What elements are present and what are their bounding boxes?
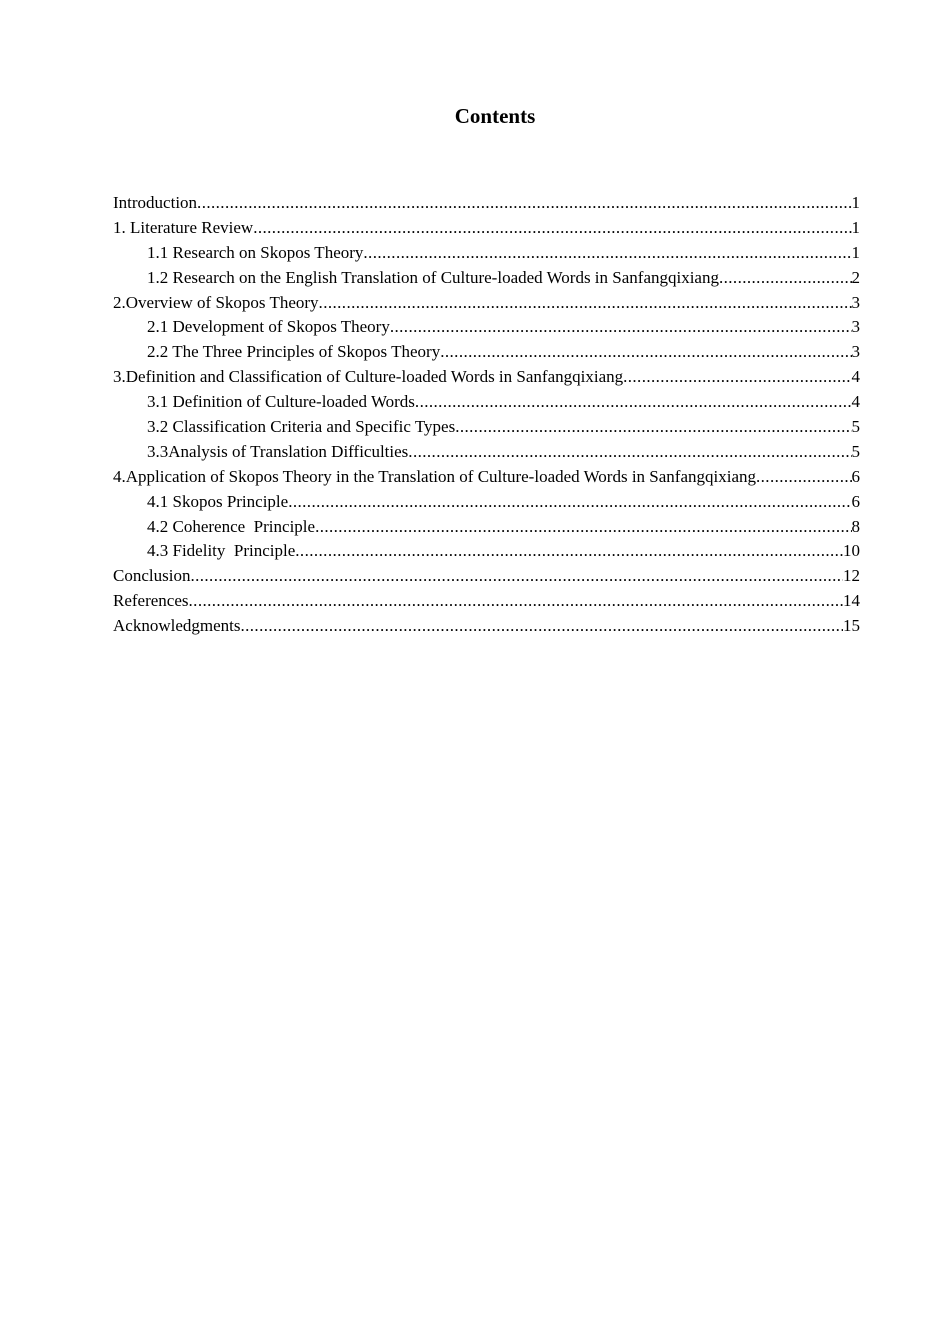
toc-leader-dots — [190, 564, 843, 589]
toc-entry-page: 14 — [843, 591, 860, 611]
toc-entry-title: 3.3Analysis of Translation Difficulties — [147, 441, 409, 461]
toc-entry-title: Conclusion — [113, 566, 191, 586]
toc-entry[interactable] — [113, 589, 860, 614]
toc-entry[interactable] — [113, 614, 860, 639]
page-title: Contents — [454, 104, 536, 128]
toc-entry-page: 3 — [851, 317, 860, 337]
toc-entry[interactable] — [113, 515, 860, 540]
table-of-contents — [113, 191, 860, 639]
toc-entry-page: 5 — [851, 441, 860, 461]
toc-leader-dots — [756, 465, 852, 490]
toc-entry-title: 2.Overview of Skopos Theory — [113, 292, 319, 312]
toc-leader-dots — [440, 340, 851, 365]
toc-entry-title: 1.2 Research on the English Translation of Culture-loaded Words in Sanfangqixiang — [147, 267, 719, 287]
toc-entry-page: 12 — [843, 566, 860, 586]
toc-leader-dots — [623, 365, 851, 390]
toc-entry-title: 2.1 Development of Skopos Theory — [147, 317, 390, 337]
toc-entry-page: 3 — [851, 292, 860, 312]
toc-entry-title: 4.Application of Skopos Theory in the Translation of Culture-loaded Words in Sanfangqixiang — [113, 466, 756, 486]
toc-entry[interactable] — [113, 241, 860, 266]
toc-entry-page: 5 — [851, 417, 860, 437]
toc-entry-page: 10 — [843, 541, 860, 561]
toc-entry-page: 8 — [851, 516, 860, 536]
toc-entry-page: 1 — [851, 217, 860, 237]
toc-entry[interactable] — [113, 465, 860, 490]
toc-entry[interactable] — [113, 315, 860, 340]
toc-entry-page: 3 — [851, 342, 860, 362]
toc-entry-title: 4.2 Coherence Principle — [147, 516, 316, 536]
toc-entry[interactable] — [113, 291, 860, 316]
toc-entry[interactable] — [113, 216, 860, 241]
toc-leader-dots — [315, 515, 851, 540]
toc-entry-page: 15 — [843, 616, 860, 636]
toc-entry[interactable] — [113, 490, 860, 515]
toc-entry-page: 6 — [851, 491, 860, 511]
toc-entry-title: Acknowledgments — [113, 616, 241, 636]
toc-entry[interactable] — [113, 440, 860, 465]
toc-leader-dots — [390, 315, 852, 340]
toc-entry-title: 2.2 The Three Principles of Skopos Theory — [147, 342, 441, 362]
toc-entry-title: References — [113, 591, 189, 611]
toc-entry-page: 4 — [851, 392, 860, 412]
toc-leader-dots — [189, 589, 843, 614]
toc-entry-title: 4.1 Skopos Principle — [147, 491, 289, 511]
toc-entry-title: Introduction — [113, 193, 198, 212]
toc-entry[interactable] — [113, 266, 860, 291]
toc-entry-title: 3.2 Classification Criteria and Specific Types — [147, 417, 456, 437]
toc-entry[interactable] — [113, 539, 860, 564]
toc-entry[interactable] — [113, 390, 860, 415]
toc-entry-title: 3.1 Definition of Culture-loaded Words — [147, 392, 415, 412]
toc-entry-page: 6 — [851, 466, 860, 486]
toc-leader-dots — [455, 415, 851, 440]
toc-entry-page: 1 — [851, 242, 860, 262]
toc-entry[interactable] — [113, 191, 860, 216]
toc-leader-dots — [295, 539, 843, 564]
toc-leader-dots — [288, 490, 851, 515]
toc-entry-title: 4.3 Fidelity Principle — [147, 541, 296, 561]
toc-entry-page: 1 — [851, 193, 860, 212]
toc-entry[interactable] — [113, 415, 860, 440]
toc-leader-dots — [415, 390, 852, 415]
toc-leader-dots — [240, 614, 843, 639]
toc-entry-page: 4 — [851, 367, 860, 387]
toc-entry-title: 3.Definition and Classification of Culture-loaded Words in Sanfangqixiang — [113, 367, 624, 387]
toc-entry-page: 2 — [851, 267, 860, 287]
toc-leader-dots — [197, 191, 851, 216]
toc-entry-title: 1. Literature Review — [113, 217, 254, 237]
toc-leader-dots — [253, 216, 851, 241]
toc-entry[interactable] — [113, 365, 860, 390]
toc-leader-dots — [319, 291, 852, 316]
toc-entry[interactable] — [113, 564, 860, 589]
toc-leader-dots — [408, 440, 851, 465]
toc-leader-dots — [363, 241, 851, 266]
toc-entry-title: 1.1 Research on Skopos Theory — [147, 242, 364, 262]
toc-entry[interactable] — [113, 340, 860, 365]
toc-leader-dots — [719, 266, 852, 291]
